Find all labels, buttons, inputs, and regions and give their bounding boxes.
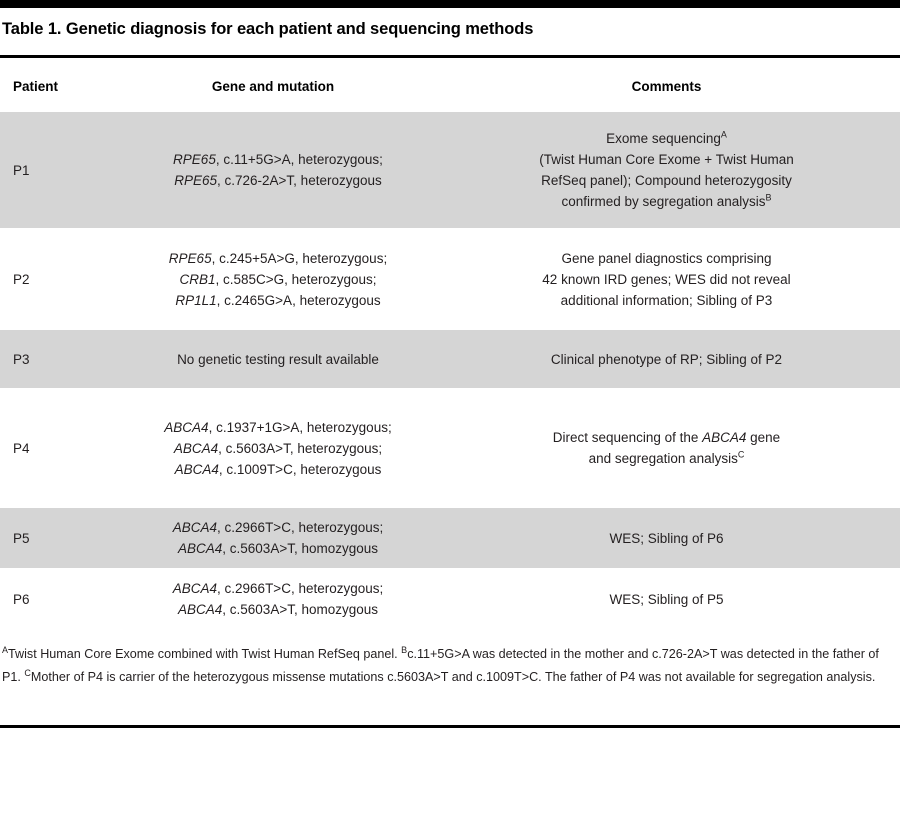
cell-patient-id: P5 <box>13 530 30 546</box>
cell-line: ABCA4, c.5603A>T, homozygous <box>178 541 378 556</box>
cell-comments <box>433 128 900 212</box>
cell-line: RPE65, c.245+5A>G, heterozygous; <box>168 250 388 266</box>
cell-line: additional information; Sibling of P3 <box>560 292 773 308</box>
cell-patient-id: P2 <box>13 271 30 287</box>
cell-patient-id: P6 <box>13 591 30 607</box>
cell-line: Direct sequencing of the ABCA4 gene <box>552 430 781 445</box>
cell-comments <box>433 528 900 549</box>
cell-comments <box>433 427 900 469</box>
cell-line: ABCA4, c.1937+1G>A, heterozygous; <box>164 419 392 435</box>
column-header-comments: Comments <box>631 79 702 94</box>
cell-line: ABCA4, c.2966T>C, heterozygous; <box>172 581 384 596</box>
cell-gene-mutation <box>123 578 433 620</box>
column-header-patient: Patient <box>13 79 59 94</box>
cell-gene-mutation <box>123 248 433 311</box>
cell-line: confirmed by segregation analysis$^B$ <box>561 192 772 209</box>
gene-symbol: RPE65 <box>174 173 218 188</box>
cell-line: No genetic testing result available <box>177 351 379 367</box>
cell-line: RefSeq panel); Compound heterozygosity <box>541 173 792 188</box>
gene-symbol: ABCA4 <box>172 581 218 596</box>
cell-line: RPE65, c.726-2A>T, heterozygous <box>174 173 382 188</box>
cell-comments <box>433 349 900 370</box>
footnote-marker: C <box>24 667 31 678</box>
cell-line: Gene panel diagnostics comprising <box>561 250 772 266</box>
cell-comments <box>433 248 900 311</box>
cell-comments <box>433 589 900 610</box>
cell-line: ABCA4, c.2966T>C, heterozygous; <box>172 520 384 535</box>
table-footnotes: $^A$Twist Human Core Exome combined with Twist Human RefSeq panel. $^B$c.11+5G>A was detected in the mother and c.726-2A>T was detected in the father of P1. $^C$Mother of P4 is carrier of the heterozygous missense mutations c.5603A>T and c.1009T>C. The father of P4 was not available for segregation analysis. <box>2 644 879 684</box>
footnote-marker: B <box>765 192 772 203</box>
gene-symbol: ABCA4 <box>173 440 219 456</box>
cell-line: WES; Sibling of P5 <box>609 591 724 607</box>
gene-symbol: ABCA4 <box>174 461 219 477</box>
cell-gene-mutation <box>123 517 433 559</box>
footnote-marker: A <box>2 644 9 655</box>
cell-line: ABCA4, c.5603A>T, heterozygous; <box>173 440 383 456</box>
table-row <box>0 568 900 630</box>
footnote-marker: C <box>737 449 745 460</box>
cell-line: ABCA4, c.5603A>T, homozygous <box>178 602 378 617</box>
top-black-bar <box>0 0 900 8</box>
cell-line: (Twist Human Core Exome + Twist Human <box>539 152 794 167</box>
column-header-gene: Gene and mutation <box>211 79 335 94</box>
table-body <box>0 112 900 630</box>
cell-line: ABCA4, c.1009T>C, heterozygous <box>174 461 382 477</box>
cell-patient-id: P1 <box>13 162 30 178</box>
table-header-row <box>0 78 900 112</box>
gene-symbol: ABCA4 <box>172 520 218 535</box>
table-row <box>0 330 900 388</box>
table-row <box>0 508 900 568</box>
gene-symbol: RP1L1 <box>175 292 217 308</box>
cell-line: WES; Sibling of P6 <box>609 530 724 546</box>
footnote-marker: B <box>401 644 408 655</box>
gene-symbol: ABCA4 <box>178 541 223 556</box>
gene-symbol: RPE65 <box>173 152 216 167</box>
table-title: Table 1. Genetic diagnosis for each patient and sequencing methods <box>2 20 534 38</box>
gene-symbol: ABCA4 <box>702 430 747 445</box>
gene-symbol: ABCA4 <box>178 602 223 617</box>
cell-patient-id: P3 <box>13 351 30 367</box>
table-row <box>0 388 900 508</box>
cell-line: Exome sequencing$^A$ <box>606 129 727 146</box>
cell-gene-mutation <box>123 349 433 370</box>
cell-line: Clinical phenotype of RP; Sibling of P2 <box>550 351 783 367</box>
cell-gene-mutation <box>123 149 433 191</box>
cell-line: RPE65, c.11+5G>A, heterozygous; <box>173 152 383 167</box>
cell-patient-id: P4 <box>13 440 30 456</box>
cell-line: CRB1, c.585C>G, heterozygous; <box>179 271 377 287</box>
cell-line: RP1L1, c.2465G>A, heterozygous <box>175 292 381 308</box>
footnote-marker: A <box>720 129 727 140</box>
cell-gene-mutation <box>123 417 433 480</box>
cell-line: and segregation analysis$^C$ <box>588 449 745 466</box>
gene-symbol: ABCA4 <box>164 419 209 435</box>
table-bottom-rule <box>0 725 900 728</box>
header-top-rule <box>0 55 900 58</box>
cell-line: 42 known IRD genes; WES did not reveal <box>542 271 791 287</box>
table-row <box>0 228 900 330</box>
gene-symbol: RPE65 <box>168 250 212 266</box>
gene-symbol: CRB1 <box>179 271 216 287</box>
table-row <box>0 112 900 228</box>
